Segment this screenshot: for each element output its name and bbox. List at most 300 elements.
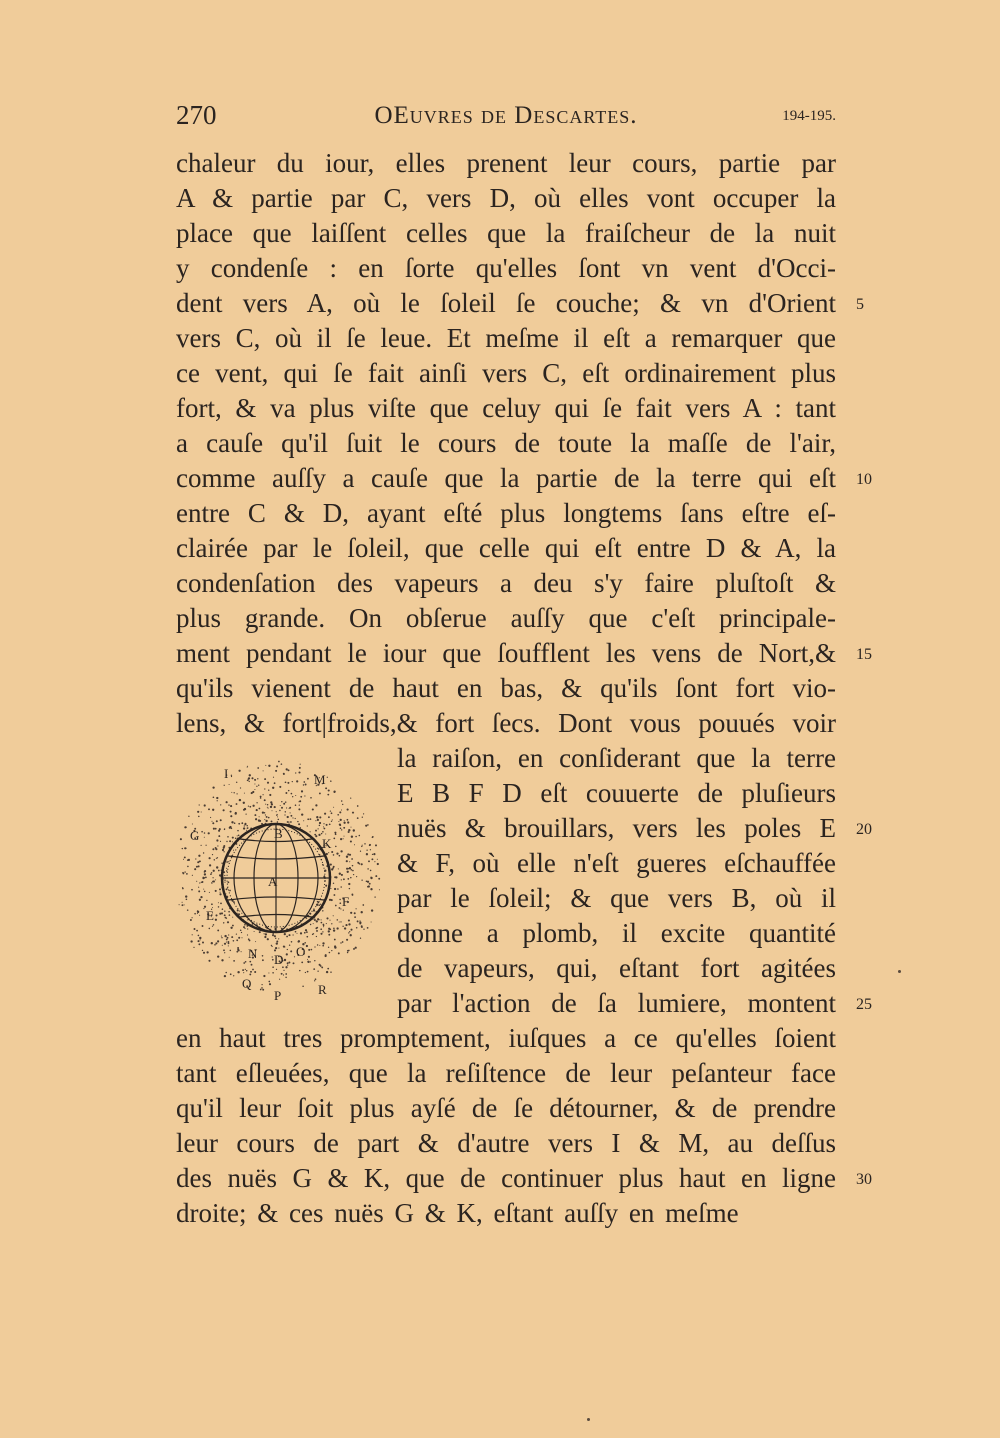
stipple-dot [347, 819, 349, 821]
stipple-dot [346, 939, 348, 941]
stipple-dot [370, 877, 371, 878]
stipple-dot [270, 806, 272, 808]
stipple-dot [211, 942, 213, 944]
stipple-dot [277, 821, 278, 822]
text-line: qu'ils vienent de haut en bas, & qu'ils ſont fort vio- [176, 673, 836, 703]
stipple-dot [200, 861, 201, 862]
stipple-dot [373, 853, 375, 855]
stipple-dot [263, 933, 264, 934]
stipple-dot [340, 886, 342, 888]
stipple-dot [224, 879, 226, 881]
stipple-dot [254, 931, 255, 932]
stipple-dot [370, 870, 372, 872]
stipple-dot [247, 934, 248, 935]
stipple-dot [281, 973, 283, 975]
stipple-dot [276, 941, 278, 943]
stipple-dot [326, 971, 328, 973]
stipple-dot [216, 839, 218, 841]
stipple-dot [348, 883, 350, 885]
stipple-dot [326, 824, 328, 826]
stipple-dot [295, 818, 296, 819]
text-line: de vapeurs, qui, eſtant fort agitées [397, 953, 836, 983]
stipple-dot [321, 922, 323, 924]
stipple-dot [340, 819, 342, 821]
stipple-dot [259, 931, 261, 933]
stipple-dot [300, 796, 302, 798]
stipple-dot [269, 794, 271, 796]
stipple-dot [228, 945, 229, 946]
stipple-dot [295, 931, 297, 933]
stipple-dot [197, 811, 199, 813]
stipple-dot [352, 865, 354, 867]
stipple-dot [325, 787, 327, 789]
stipple-dot [199, 804, 200, 805]
stipple-dot [246, 970, 247, 971]
stipple-dot [209, 928, 211, 930]
stipple-dot [307, 825, 308, 826]
stipple-dot [268, 972, 269, 973]
stipple-dot [240, 930, 242, 932]
figure-label: F [342, 894, 350, 909]
stipple-dot [332, 819, 333, 820]
stipple-dot [220, 892, 221, 893]
stipple-dot [351, 858, 353, 860]
stipple-dot [230, 811, 232, 813]
stipple-dot [197, 861, 199, 863]
stipple-dot [236, 782, 237, 783]
stipple-dot [212, 877, 213, 878]
stipple-dot [335, 846, 337, 848]
stipple-dot [278, 761, 280, 763]
stipple-dot [353, 829, 355, 831]
stipple-dot [226, 888, 228, 890]
stipple-dot [238, 950, 240, 952]
text-line: fort, & va plus viſte que celuy qui ſe fait vers A : tant [176, 393, 836, 423]
stipple-dot [245, 813, 246, 814]
stipple-dot [288, 790, 289, 791]
stipple-dot [248, 778, 249, 779]
stipple-dot [244, 928, 245, 929]
stipple-dot [198, 855, 200, 857]
stipple-dot [307, 778, 309, 780]
stipple-dot [187, 866, 189, 868]
stipple-dot [307, 959, 308, 960]
stipple-dot [237, 947, 239, 949]
stipple-dot [327, 794, 329, 796]
stipple-dot [333, 807, 334, 808]
stipple-dot [371, 921, 372, 922]
stipple-dot [211, 872, 212, 873]
stipple-dot [323, 926, 324, 927]
stipple-dot [218, 835, 220, 837]
stipple-dot [254, 814, 256, 816]
stipple-dot [369, 883, 371, 885]
stipple-dot [213, 828, 215, 830]
stipple-dot [323, 826, 324, 827]
stipple-dot [330, 864, 332, 866]
stipple-dot [197, 913, 198, 914]
stipple-dot [219, 893, 221, 895]
text-line: entre C & D, ayant eſté plus longtems ſans eſtre eſ- [176, 498, 836, 528]
stipple-dot [268, 981, 270, 983]
running-title: OEuvres de Descartes. [374, 102, 638, 129]
stipple-dot [330, 810, 331, 811]
stipple-dot [186, 873, 188, 875]
stipple-dot [264, 778, 266, 780]
text-line: ce vent, qui ſe fait ainſi vers C, eſt ordinairement plus [176, 358, 836, 388]
stipple-dot [305, 784, 307, 786]
stipple-dot [320, 928, 322, 930]
stipple-dot [360, 851, 361, 852]
stipple-dot [215, 919, 217, 921]
stipple-dot [328, 947, 329, 948]
stipple-dot [281, 763, 283, 765]
stipple-dot [211, 821, 212, 822]
stipple-dot [348, 932, 349, 933]
stipple-dot [352, 894, 353, 895]
stipple-dot [226, 868, 227, 869]
stipple-dot [299, 970, 300, 971]
stipple-dot [349, 861, 350, 862]
stipple-dot [293, 962, 295, 964]
stipple-dot [185, 826, 187, 828]
stipple-dot [184, 847, 186, 849]
stipple-dot [298, 941, 300, 943]
stipple-dot [251, 777, 253, 779]
earth-winds-figure [176, 748, 382, 1010]
stipple-dot [220, 804, 221, 805]
stipple-dot [339, 899, 340, 900]
text-line: droite; & ces nuës G & K, eſtant auſſy en meſme [176, 1198, 739, 1228]
stipple-dot [217, 800, 218, 801]
stipple-dot [218, 870, 220, 872]
stipple-dot [247, 767, 248, 768]
stipple-dot [204, 837, 205, 838]
stipple-dot [202, 941, 204, 943]
stipple-dot [287, 965, 288, 966]
stipple-dot [319, 822, 321, 824]
stipple-dot [240, 787, 241, 788]
stipple-dot [350, 912, 352, 914]
stipple-dot [186, 898, 188, 900]
stipple-dot [292, 796, 293, 797]
stipple-dot [320, 933, 322, 935]
stipple-dot [335, 833, 337, 835]
stipple-dot [224, 875, 225, 876]
stipple-dot [220, 819, 222, 821]
stipple-dot [209, 864, 211, 866]
stipple-dot [299, 767, 301, 769]
stipple-dot [339, 855, 341, 857]
stipple-dot [325, 954, 327, 956]
stipple-dot [198, 887, 199, 888]
stipple-dot [218, 902, 219, 903]
stipple-dot [329, 823, 331, 825]
text-line: la raiſon, en conſiderant que la terre [397, 743, 836, 773]
stipple-dot [227, 921, 229, 923]
stipple-dot [279, 786, 281, 788]
stipple-dot [230, 815, 232, 817]
stipple-dot [377, 859, 378, 860]
stipple-dot [284, 814, 285, 815]
stipple-dot [226, 801, 228, 803]
figure-label: I [224, 766, 229, 781]
figure-label: D [274, 952, 284, 967]
stipple-dot [254, 779, 256, 781]
stipple-dot [210, 873, 212, 875]
stipple-dot [265, 804, 266, 805]
stipple-dot [316, 927, 318, 929]
stipple-dot [198, 816, 200, 818]
stipple-dot [237, 835, 238, 836]
stipple-dot [203, 908, 204, 909]
stipple-dot [344, 820, 345, 821]
text-line: comme auſſy a cauſe que la partie de la terre qui eſt [176, 463, 836, 493]
stipple-dot [338, 907, 340, 909]
stipple-dot [369, 844, 371, 846]
stipple-dot [363, 929, 364, 930]
stipple-dot [366, 853, 368, 855]
text-line: y condenſe : en ſorte qu'elles ſont vn vent d'Occi- [176, 253, 836, 283]
stipple-dot [329, 952, 331, 954]
figure-label: A [268, 874, 278, 889]
stipple-dot [230, 805, 232, 807]
stipple-dot [255, 941, 256, 942]
stipple-dot [268, 817, 270, 819]
stipple-dot [218, 906, 220, 908]
stipple-dot [259, 816, 260, 817]
stipple-dot [183, 859, 184, 860]
stipple-dot [216, 858, 217, 859]
stipple-dot [212, 848, 214, 850]
stipple-dot [350, 929, 352, 931]
stipple-dot [278, 938, 279, 939]
stipple-dot [233, 850, 234, 851]
stipple-dot [213, 796, 215, 798]
stipple-dot [308, 962, 309, 963]
stipple-dot [225, 972, 227, 974]
stipple-dot [341, 800, 343, 802]
stipple-dot [215, 890, 217, 892]
stipple-dot [338, 952, 340, 954]
stipple-dot [204, 891, 206, 893]
stipple-dot [313, 909, 315, 911]
stipple-dot [238, 937, 240, 939]
stipple-dot [318, 834, 320, 836]
stipple-dot [343, 827, 345, 829]
stipple-dot [351, 836, 353, 838]
stipple-dot [205, 877, 207, 879]
stipple-dot [328, 934, 330, 936]
stipple-dot [334, 939, 336, 941]
stipple-dot [331, 812, 333, 814]
stipple-dot [223, 846, 225, 848]
stipple-dot [199, 915, 200, 916]
stipple-dot [223, 848, 224, 849]
stipple-dot [286, 936, 288, 938]
stipple-dot [339, 811, 341, 813]
stipple-dot [334, 888, 336, 890]
stipple-dot [275, 947, 277, 949]
stipple-dot [236, 793, 237, 794]
stipple-dot [243, 926, 245, 928]
stipple-dot [221, 937, 222, 938]
stipple-dot [271, 946, 272, 947]
stipple-dot [249, 781, 250, 782]
stipple-dot [205, 845, 206, 846]
figure-label: K [322, 836, 332, 851]
stipple-dot [257, 778, 258, 779]
stipple-dot [366, 850, 367, 851]
stipple-dot [190, 940, 192, 942]
stipple-dot [209, 892, 210, 893]
stipple-dot [231, 776, 232, 777]
stipple-dot [197, 910, 199, 912]
stipple-dot [185, 895, 187, 897]
stipple-dot [316, 930, 318, 932]
text-line: nuës & brouillars, vers les poles E [397, 813, 836, 843]
stipple-dot [295, 772, 296, 773]
paper-speck [898, 970, 901, 973]
stipple-dot [248, 806, 249, 807]
stipple-dot [308, 949, 310, 951]
stipple-dot [217, 940, 219, 942]
stipple-dot [228, 911, 230, 913]
stipple-dot [301, 961, 303, 963]
stipple-dot [264, 788, 265, 789]
stipple-dot [227, 836, 229, 838]
stipple-dot [355, 908, 356, 909]
stipple-dot [341, 879, 342, 880]
stipple-dot [213, 880, 215, 882]
stipple-dot [238, 823, 240, 825]
stipple-dot [229, 840, 231, 842]
stipple-dot [300, 764, 301, 765]
stipple-dot [317, 971, 318, 972]
text-line: chaleur du iour, elles prenent leur cours, partie par [176, 148, 836, 178]
text-line: leur cours de part & d'autre vers I & M, au deſſus [176, 1128, 836, 1158]
stipple-dot [281, 801, 282, 802]
stipple-dot [184, 856, 186, 858]
stipple-dot [367, 868, 369, 870]
stipple-dot [315, 830, 317, 832]
stipple-dot [365, 825, 367, 827]
stipple-dot [378, 878, 380, 880]
stipple-dot [323, 924, 325, 926]
stipple-dot [301, 813, 303, 815]
figure-label: P [274, 988, 282, 1003]
stipple-dot [298, 771, 300, 773]
stipple-dot [233, 940, 235, 942]
stipple-dot [374, 896, 375, 897]
stipple-dot [331, 821, 332, 822]
stipple-dot [213, 924, 214, 925]
stipple-dot [239, 799, 241, 801]
stipple-dot [340, 921, 341, 922]
stipple-dot [283, 974, 284, 975]
stipple-dot [348, 950, 350, 952]
stipple-dot [372, 837, 373, 838]
stipple-dot [219, 888, 221, 890]
stipple-dot [303, 781, 305, 783]
stipple-dot [301, 790, 303, 792]
stipple-dot [319, 945, 320, 946]
stipple-dot [214, 944, 216, 946]
stipple-dot [198, 890, 200, 892]
stipple-dot [283, 803, 285, 805]
stipple-dot [284, 933, 286, 935]
stipple-dot [357, 817, 359, 819]
page-number: 270 [176, 100, 217, 130]
stipple-dot [327, 968, 329, 970]
line-number: 15 [856, 646, 872, 663]
stipple-dot [272, 934, 274, 936]
stipple-dot [221, 862, 222, 863]
stipple-dot [326, 923, 327, 924]
stipple-dot [197, 940, 199, 942]
stipple-dot [315, 820, 316, 821]
stipple-dot [226, 939, 228, 941]
stipple-dot [272, 933, 274, 935]
stipple-dot [196, 866, 198, 868]
stipple-dot [289, 808, 290, 809]
stipple-dot [285, 801, 287, 803]
stipple-dot [228, 804, 229, 805]
stipple-dot [310, 961, 311, 962]
stipple-dot [265, 820, 267, 822]
stipple-dot [353, 874, 354, 875]
stipple-dot [371, 909, 373, 911]
text-line: vers C, où il ſe leue. Et meſme il eſt a remarquer que [176, 323, 836, 353]
stipple-dot [232, 917, 233, 918]
stipple-dot [274, 806, 276, 808]
stipple-dot [258, 785, 259, 786]
stipple-dot [343, 909, 344, 910]
stipple-dot [285, 811, 286, 812]
stipple-dot [231, 936, 233, 938]
stipple-dot [212, 786, 214, 788]
stipple-dot [229, 957, 230, 958]
stipple-dot [263, 975, 265, 977]
stipple-dot [268, 790, 269, 791]
stipple-dot [216, 866, 218, 868]
stipple-dot [332, 867, 334, 869]
stipple-dot [230, 950, 232, 952]
paper-speck [587, 1418, 590, 1421]
stipple-dot [265, 814, 266, 815]
stipple-dot [257, 767, 259, 769]
stipple-dot [310, 797, 312, 799]
stipple-dot [317, 819, 319, 821]
figure-label: B [274, 826, 283, 841]
stipple-dot [276, 942, 278, 944]
stipple-dot [291, 793, 293, 795]
stipple-dot [286, 953, 288, 955]
stipple-dot [235, 812, 237, 814]
stipple-dot [347, 821, 349, 823]
stipple-dot [295, 804, 297, 806]
stipple-dot [361, 911, 363, 913]
stipple-dot [349, 888, 350, 889]
stipple-dot [330, 780, 332, 782]
stipple-dot [215, 879, 216, 880]
stipple-dot [355, 836, 357, 838]
stipple-dot [333, 883, 334, 884]
stipple-dot [226, 870, 228, 872]
stipple-dot [241, 822, 243, 824]
stipple-dot [333, 894, 335, 896]
stipple-dot [328, 789, 330, 791]
